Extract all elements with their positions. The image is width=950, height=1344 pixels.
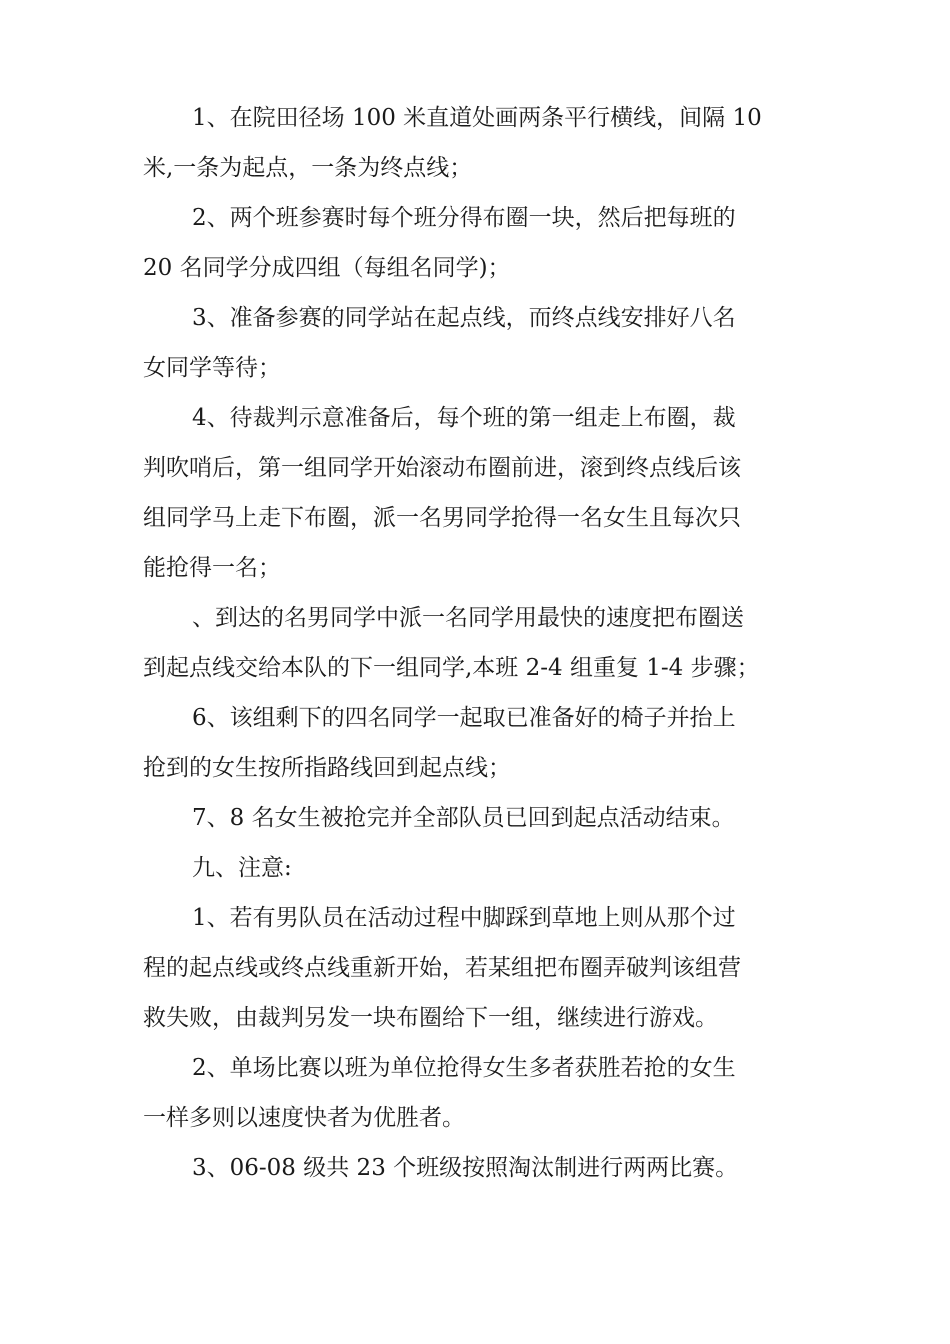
text-line: 判吹哨后，第一组同学开始滚动布圈前进，滚到终点线后该 bbox=[143, 455, 741, 481]
text-line: 3、准备参赛的同学站在起点线，而终点线安排好八名 bbox=[192, 305, 736, 331]
text-line: 女同学等待； bbox=[143, 355, 281, 381]
text-line: 救失败，由裁判另发一块布圈给下一组，继续进行游戏。 bbox=[143, 1005, 718, 1031]
text-line: 6、该组剩下的四名同学一起取已准备好的椅子并抬上 bbox=[192, 705, 736, 731]
text-line: 到起点线交给本队的下一组同学,本班 2-4 组重复 1-4 步骤； bbox=[143, 655, 760, 681]
text-line: 组同学马上走下布圈，派一名男同学抢得一名女生且每次只 bbox=[143, 505, 741, 531]
text-line: 2、单场比赛以班为单位抢得女生多者获胜若抢的女生 bbox=[192, 1055, 736, 1081]
text-line: 3、06-08 级共 23 个班级按照淘汰制进行两两比赛。 bbox=[192, 1155, 739, 1181]
text-line: 能抢得一名； bbox=[143, 555, 281, 581]
text-line: 4、待裁判示意准备后，每个班的第一组走上布圈，裁 bbox=[192, 405, 736, 431]
text-line: 程的起点线或终点线重新开始，若某组把布圈弄破判该组营 bbox=[143, 955, 741, 981]
text-line: 2、两个班参赛时每个班分得布圈一块，然后把每班的 bbox=[192, 205, 736, 231]
text-line: 米,一条为起点，一条为终点线； bbox=[143, 155, 473, 181]
text-line: 一样多则以速度快者为优胜者。 bbox=[143, 1105, 465, 1131]
text-line: 7、8 名女生被抢完并全部队员已回到起点活动结束。 bbox=[192, 805, 735, 831]
text-line: 20 名同学分成四组（每组名同学)； bbox=[143, 255, 511, 281]
text-line: 1、在院田径场 100 米直道处画两条平行横线，间隔 10 bbox=[192, 105, 762, 131]
text-line: 、到达的名男同学中派一名同学用最快的速度把布圈送 bbox=[192, 605, 744, 631]
text-line: 抢到的女生按所指路线回到起点线； bbox=[143, 755, 511, 781]
text-line: 1、若有男队员在活动过程中脚踩到草地上则从那个过 bbox=[192, 905, 736, 931]
section-heading: 九、注意: bbox=[192, 855, 292, 881]
